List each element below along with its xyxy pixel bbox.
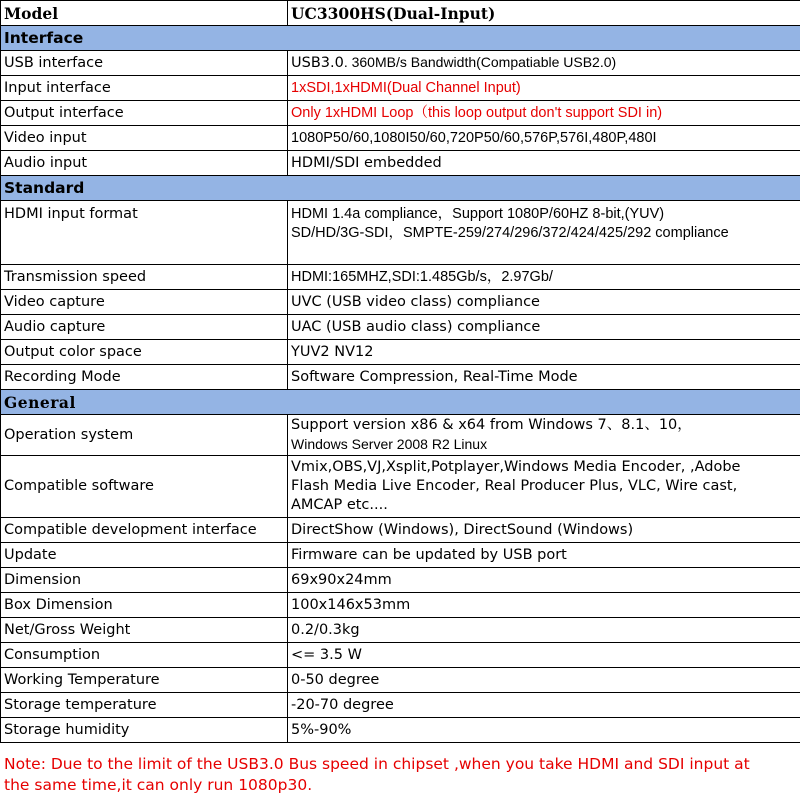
spec-label: Compatible software	[1, 456, 288, 518]
spec-value	[288, 415, 800, 456]
value-line: Flash Media Live Encoder, Real Producer Plus, VLC, Wire cast,	[291, 478, 738, 494]
value-line: SD/HD/3G-SDI，SMPTE-259/274/296/372/424/425/292 compliance	[291, 225, 729, 241]
spec-label: Input interface	[1, 76, 288, 101]
spec-value: HDMI/SDI embedded	[288, 151, 800, 176]
spec-label: Compatible development interface	[1, 518, 288, 543]
spec-value: DirectShow (Windows), DirectSound (Windows)	[288, 518, 800, 543]
spec-value: YUV2 NV12	[288, 340, 800, 365]
spec-label: Consumption	[1, 643, 288, 668]
spec-row	[1, 693, 800, 718]
spec-value: Only 1xHDMI Loop（this loop output don't support SDI in)	[288, 101, 800, 126]
spec-value	[288, 456, 800, 518]
spec-value: 1080P50/60,1080I50/60,720P50/60,576P,576I,480P,480I	[288, 126, 800, 151]
value-line: Support version x86 & x64 from Windows 7、8.1、10，	[291, 417, 692, 433]
spec-value: Firmware can be updated by USB port	[288, 543, 800, 568]
spec-value: HDMI:165MHZ,SDI:1.485Gb/s，2.97Gb/	[288, 265, 800, 290]
spec-row	[1, 265, 800, 290]
spec-label: Update	[1, 543, 288, 568]
model-row	[1, 1, 800, 26]
spec-row	[1, 668, 800, 693]
spec-row	[1, 415, 800, 456]
spec-row	[1, 456, 800, 518]
spec-value: 5%-90%	[288, 718, 800, 743]
spec-value: 69x90x24mm	[288, 568, 800, 593]
spec-label: Storage temperature	[1, 693, 288, 718]
spec-row	[1, 126, 800, 151]
spec-row	[1, 76, 800, 101]
value-line: Vmix,OBS,VJ,Xsplit,Potplayer,Windows Media Encoder, ,Adobe	[291, 459, 741, 475]
spec-row	[1, 568, 800, 593]
model-label: Model	[1, 1, 288, 26]
spec-label: Video input	[1, 126, 288, 151]
spec-row	[1, 315, 800, 340]
section-interface	[1, 26, 800, 51]
section-title: Interface	[1, 26, 800, 51]
spec-value	[288, 51, 800, 76]
usb-bandwidth: . 360MB/s Bandwidth(Compatiable USB2.0)	[343, 54, 617, 70]
spec-value: <= 3.5 W	[288, 643, 800, 668]
spec-value: 100x146x53mm	[288, 593, 800, 618]
spec-row	[1, 718, 800, 743]
spec-label: USB interface	[1, 51, 288, 76]
spec-row	[1, 618, 800, 643]
spec-label: Recording Mode	[1, 365, 288, 390]
spec-label: HDMI input format	[1, 201, 288, 265]
section-general	[1, 390, 800, 415]
model-value: UC3300HS(Dual-Input)	[288, 1, 800, 26]
spec-value: 1xSDI,1xHDMI(Dual Channel Input)	[288, 76, 800, 101]
spec-label: Net/Gross Weight	[1, 618, 288, 643]
spec-row	[1, 340, 800, 365]
spec-row	[1, 51, 800, 76]
spec-row	[1, 151, 800, 176]
value-line: AMCAP etc....	[291, 497, 388, 513]
spec-row	[1, 518, 800, 543]
spec-label: Operation system	[1, 415, 288, 456]
spec-row	[1, 201, 800, 265]
spec-value: UVC (USB video class) compliance	[288, 290, 800, 315]
spec-label: Working Temperature	[1, 668, 288, 693]
spec-row	[1, 543, 800, 568]
value-line: HDMI 1.4a compliance，Support 1080P/60HZ 8-bit,(YUV)	[291, 206, 665, 222]
section-title: General	[1, 390, 800, 415]
note-text	[0, 754, 794, 796]
spec-label: Output interface	[1, 101, 288, 126]
section-title: Standard	[1, 176, 800, 201]
section-standard	[1, 176, 800, 201]
spec-value: 0.2/0.3kg	[288, 618, 800, 643]
spec-row	[1, 101, 800, 126]
spec-value: UAC (USB audio class) compliance	[288, 315, 800, 340]
usb-version: USB3.0	[291, 55, 344, 71]
spec-value: -20-70 degree	[288, 693, 800, 718]
spec-label: Audio input	[1, 151, 288, 176]
spec-label: Video capture	[1, 290, 288, 315]
spec-label: Storage humidity	[1, 718, 288, 743]
spec-row	[1, 593, 800, 618]
spec-row	[1, 643, 800, 668]
spec-label: Dimension	[1, 568, 288, 593]
spec-label: Box Dimension	[1, 593, 288, 618]
note-line: Note: Due to the limit of the USB3.0 Bus speed in chipset ,when you take HDMI and SDI input at	[4, 755, 750, 773]
value-line: Windows Server 2008 R2 Linux	[291, 436, 488, 452]
spec-label: Output color space	[1, 340, 288, 365]
spec-value: 0-50 degree	[288, 668, 800, 693]
spec-row	[1, 290, 800, 315]
spec-label: Transmission speed	[1, 265, 288, 290]
spec-label: Audio capture	[1, 315, 288, 340]
spec-value	[288, 201, 800, 265]
spec-value: Software Compression, Real-Time Mode	[288, 365, 800, 390]
spec-row	[1, 365, 800, 390]
note-line: the same time,it can only run 1080p30.	[4, 776, 313, 794]
